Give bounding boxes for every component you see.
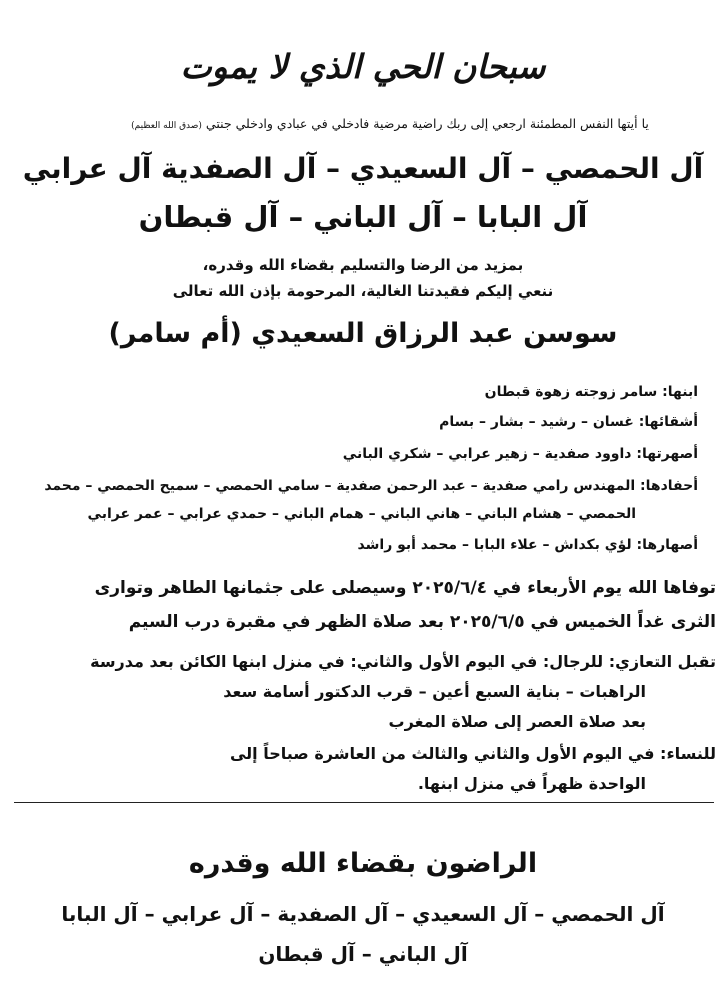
relatives-grandsons-line-2: الحمصي – هشام الباني – هاني الباني – همام الباني – حمدي عرابي – عمر عرابي (87, 506, 636, 522)
divider (14, 802, 714, 803)
condolences-women-line-1: للنساء: في اليوم الأول والثاني والثالث من العاشرة صباحاً إلى (229, 744, 716, 763)
relatives-in-laws: أصهرتها: داوود صفدية – زهير عرابي – شكري الباني (342, 446, 698, 462)
intro-line-1: بمزيد من الرضا والتسليم بقضاء الله وقدره، (202, 256, 524, 274)
relatives-grandsons-line-1: أحفادها: المهندس رامي صفدية – عبد الرحمن صفدية – سامي الحمصي – سميح الحمصي – محمد (44, 478, 698, 494)
relatives-brothers: أشقائها: غسان – رشيد – بشار – بسام (439, 414, 698, 430)
families-line-2: آل البابا – آل الباني – آل قبطان (138, 200, 588, 234)
verse-reference: (صدق الله العظيم) (131, 121, 202, 131)
condolences-men-line-1: تقبل التعازي: للرجال: في اليوم الأول والثاني: في منزل ابنها الكائن بعد مدرسة (90, 652, 716, 671)
death-notice-line-2: الثرى غداً الخميس في ٢٠٢٥/٦/٥ بعد صلاة الظهر في مقبرة درب السيم (128, 612, 716, 632)
closing-families-line-2: آل الباني – آل قبطان (258, 942, 468, 966)
closing-families-line-1: آل الحمصي – آل السعيدي – آل الصفدية – آل عرابي – آل البابا (61, 902, 665, 926)
calligraphy-heading: سبحان الحي الذي لا يموت (180, 47, 546, 86)
condolences-women-line-2: الواحدة ظهراً في منزل ابنها. (417, 774, 646, 793)
relatives-by-marriage: أصهارها: لؤي بكداش – علاء البابا – محمد أبو راشد (357, 537, 698, 553)
relatives-son: ابنها: سامر زوجته زهوة قبطان (484, 384, 698, 400)
condolences-men-line-2: الراهبات – بناية السبع أعين – قرب الدكتور أسامة سعد (223, 682, 646, 701)
closing-title: الراضون بقضاء الله وقدره (188, 848, 538, 879)
verse-text: يا أيتها النفس المطمئنة ارجعي إلى ربك راضية مرضية فادخلي في عبادي وادخلي جنتي (205, 116, 649, 131)
families-line-1: آل الحمصي – آل السعيدي – آل الصفدية آل عرابي (22, 152, 704, 185)
condolences-men-line-3: بعد صلاة العصر إلى صلاة المغرب (388, 712, 646, 731)
intro-line-2: ننعي إليكم فقيدتنا الغالية، المرحومة بإذن الله تعالى (172, 282, 554, 300)
death-notice-line-1: توفاها الله يوم الأربعاء في ٢٠٢٥/٦/٤ وسيصلى على جثمانها الطاهر وتوارى (94, 578, 716, 598)
deceased-name: سوسن عبد الرزاق السعيدي (أم سامر) (108, 318, 618, 349)
quran-verse (90, 116, 690, 131)
